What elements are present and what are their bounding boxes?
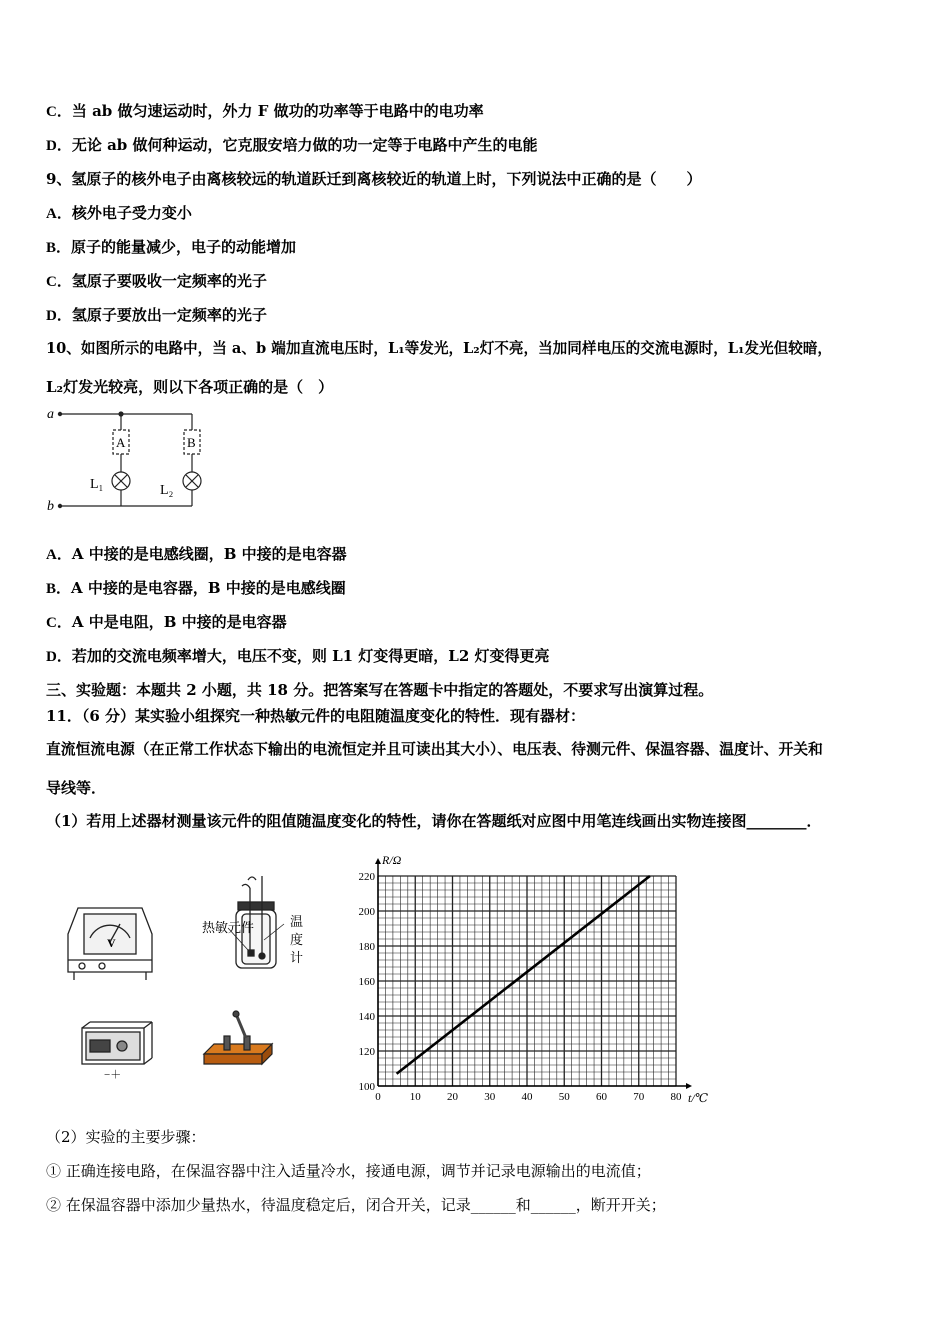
x-tick-label: 0 — [375, 1091, 381, 1103]
thermistor-label: 热敏元件 — [202, 920, 255, 935]
option-label: C． — [46, 274, 72, 290]
q9-option-b — [46, 237, 296, 258]
x-axis-label: t/℃ — [688, 1091, 709, 1105]
q9-option-c — [46, 271, 267, 292]
option-text: 氢原子要放出一定频率的光子 — [71, 306, 267, 324]
option-label: D． — [46, 308, 72, 324]
switch-icon — [204, 1011, 272, 1064]
x-axis-arrow — [686, 1083, 692, 1089]
y-tick-label: 160 — [358, 976, 375, 988]
option-text: 核外电子受力变小 — [71, 204, 192, 222]
option-text: A 中接的是电容器，B 中接的是电感线圈 — [71, 579, 346, 597]
option-label: A． — [46, 547, 72, 563]
equipment-figure — [60, 868, 330, 1080]
q10-stem-line1: 10、如图所示的电路中，当 a、b 端加直流电压时，L₁等发光，L₂灯不亮，当加同样电压的交流电源时，L₁发光但较暗， — [46, 340, 833, 357]
q11-part2: （2）实验的主要步骤： — [46, 1128, 206, 1146]
x-tick-label: 50 — [558, 1091, 570, 1103]
option-text: 当 ab 做匀速运动时，外力 F 做功的功率等于电路中的电功率 — [71, 102, 484, 120]
resistance-temperature-chart — [340, 850, 715, 1110]
thermometer-label-2: 度 — [290, 932, 304, 947]
option-label: D． — [46, 649, 72, 665]
y-tick-label: 200 — [358, 906, 375, 918]
q11-stem: 11．（6 分）某实验小组探究一种热敏元件的电阻随温度变化的特性．现有器材： — [46, 707, 586, 725]
power-terminals-label: −＋ — [104, 1069, 122, 1080]
y-tick-label: 140 — [358, 1011, 375, 1023]
x-tick-label: 40 — [521, 1091, 533, 1103]
q9-option-a — [46, 203, 192, 224]
lamp-l1-label: L₁ — [90, 477, 104, 492]
x-tick-label: 70 — [633, 1091, 645, 1103]
option-text: 若加的交流电频率增大，电压不变，则 L1 灯变得更暗，L2 灯变得更亮 — [71, 647, 550, 665]
q11-equipment-line1: 直流恒流电源（在正常工作状态下输出的电流恒定并且可读出其大小）、电压表、待测元件、保温容器、温度计、开关和 — [46, 741, 823, 758]
option-text: A 中是电阻，B 中接的是电容器 — [71, 613, 287, 631]
thermometer-label-3: 计 — [290, 950, 304, 965]
box-a-label: A — [116, 435, 126, 450]
x-tick-label: 60 — [596, 1091, 607, 1103]
terminal-b: b — [47, 499, 54, 514]
q10-option-d — [46, 646, 549, 667]
q11-part1: （1）若用上述器材测量该元件的阻值随温度变化的特性，请你在答题纸对应图中用笔连线画出实物连接图________． — [46, 812, 822, 830]
option-label: D． — [46, 138, 72, 154]
q11-step1: ① 正确连接电路，在保温容器中注入适量冷水，接通电源，调节并记录电源输出的电流值； — [46, 1162, 651, 1180]
terminal-a: a — [47, 407, 54, 422]
q9-option-d — [46, 305, 267, 326]
section-heading: 三、实验题：本题共 2 小题，共 18 分。把答案写在答题卡中指定的答题处，不要求写出演算过程。 — [46, 681, 714, 699]
x-tick-label: 30 — [484, 1091, 496, 1103]
q10-option-c — [46, 612, 287, 633]
option-label: C． — [46, 104, 72, 120]
circuit-diagram — [44, 402, 214, 518]
q10-option-b — [46, 578, 346, 599]
option-label: B． — [46, 240, 72, 256]
option-label: B． — [46, 581, 72, 597]
q8-option-d — [46, 135, 538, 156]
lamp-l2-label: L₂ — [160, 483, 174, 498]
thermometer-label-1: 温 — [290, 914, 304, 929]
option-text: 原子的能量减少，电子的动能增加 — [71, 238, 297, 256]
x-tick-label: 80 — [670, 1091, 682, 1103]
voltmeter-symbol: V — [107, 936, 116, 950]
option-text: 氢原子要吸收一定频率的光子 — [71, 272, 267, 290]
y-axis-arrow — [375, 858, 381, 864]
x-tick-label: 20 — [447, 1091, 458, 1103]
option-text: 无论 ab 做何种运动，它克服安培力做的功一定等于电路中产生的电能 — [71, 136, 538, 154]
q11-step2: ② 在保温容器中添加少量热水，待温度稳定后，闭合开关，记录______和______，断开开关； — [46, 1196, 666, 1214]
option-label: C． — [46, 615, 72, 631]
y-tick-label: 220 — [358, 871, 375, 883]
power-supply-icon — [82, 1022, 152, 1064]
option-text: A 中接的是电感线圈，B 中接的是电容器 — [71, 545, 347, 563]
box-b-label: B — [187, 435, 196, 450]
q10-stem-line2: L₂灯发光较亮，则以下各项正确的是（ ） — [46, 378, 334, 396]
q9-stem: 9、氢原子的核外电子由离核较远的轨道跃迁到离核较近的轨道上时，下列说法中正确的是（ ） — [46, 170, 702, 188]
q10-option-a — [46, 544, 347, 565]
q11-equipment-line2: 导线等． — [46, 779, 107, 797]
chart-ticks — [359, 871, 683, 1103]
option-label: A． — [46, 206, 72, 222]
q8-option-c — [46, 101, 484, 122]
y-axis-label: R/Ω — [382, 853, 402, 867]
y-tick-label: 100 — [358, 1081, 375, 1093]
x-tick-label: 10 — [409, 1091, 421, 1103]
y-tick-label: 120 — [358, 1046, 375, 1058]
y-tick-label: 180 — [358, 941, 375, 953]
